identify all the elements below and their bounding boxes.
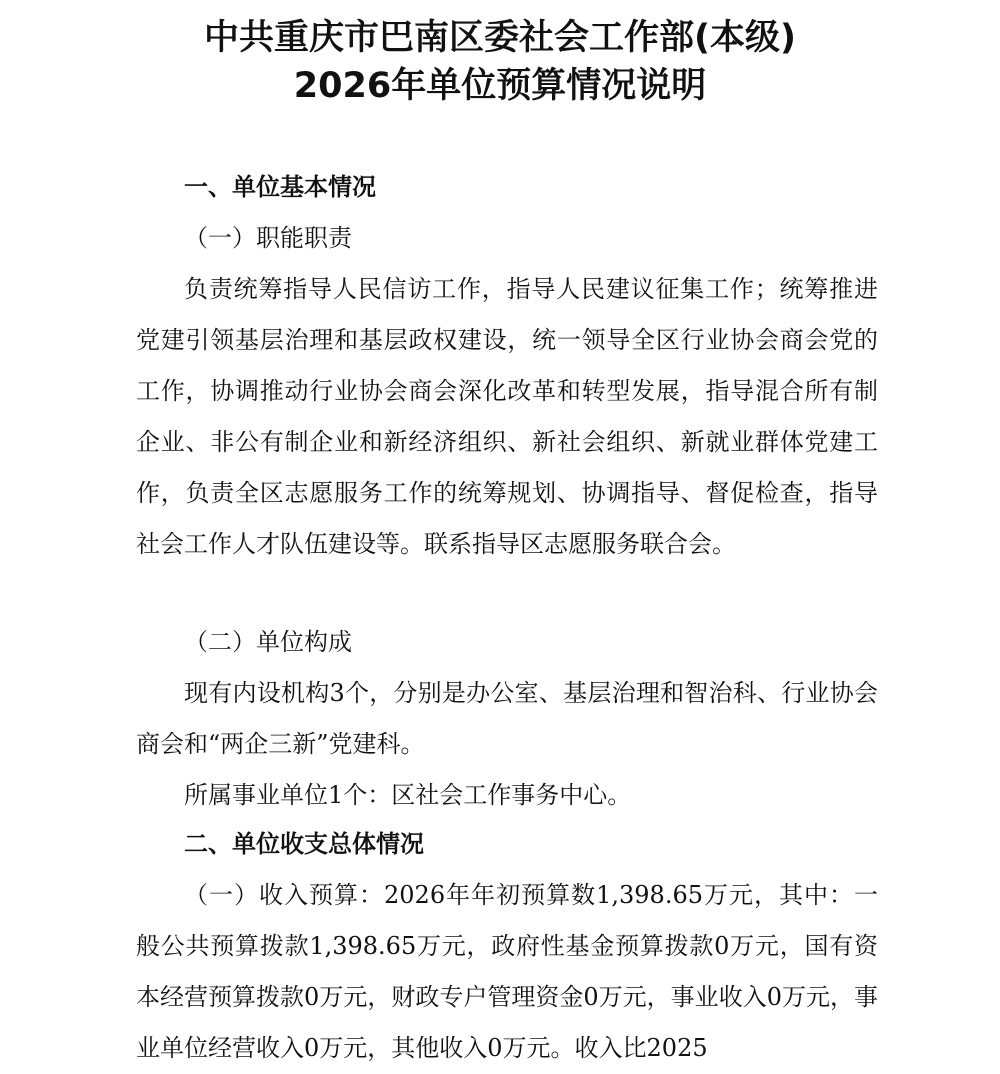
internal-units-paragraph: 现有内设机构3个，分别是办公室、基层治理和智治科、行业协会商会和“两企三新”党建科。 <box>136 679 878 758</box>
affiliated-units-paragraph: 所属事业单位1个：区社会工作事务中心。 <box>184 781 632 809</box>
subsection2-heading: （二）单位构成 <box>184 628 352 656</box>
subsection1-heading: （一）职能职责 <box>184 224 352 252</box>
document-title-line1: 中共重庆市巴南区委社会工作部(本级) <box>204 18 796 58</box>
document-title-line2: 2026年单位预算情况说明 <box>293 66 707 106</box>
duties-paragraph: 负责统筹指导人民信访工作，指导人民建议征集工作；统筹推进党建引领基层治理和基层政权建设，统一领导全区行业协会商会党的工作，协调推动行业协会商会深化改革和转型发展，指导混合所有制企业、非公有制企业和新经济组织、新社会组织、新就业群体党建工作，负责全区志愿服务工作的统筹规划、协调指导、督促检查，指导社会工作人才队伍建设等。联系指导区志愿服务联合会。 <box>136 275 878 558</box>
section2-heading: 二、单位收支总体情况 <box>184 830 424 858</box>
income-budget-paragraph: （一）收入预算：2026年年初预算数1,398.65万元，其中：一般公共预算拨款1,398.65万元，政府性基金预算拨款0万元，国有资本经营预算拨款0万元，财政专户管理资金0万元，事业收入0万元，事业单位经营收入0万元，其他收入0万元。收入比2025 <box>136 881 878 1062</box>
section1-heading: 一、单位基本情况 <box>184 173 376 201</box>
